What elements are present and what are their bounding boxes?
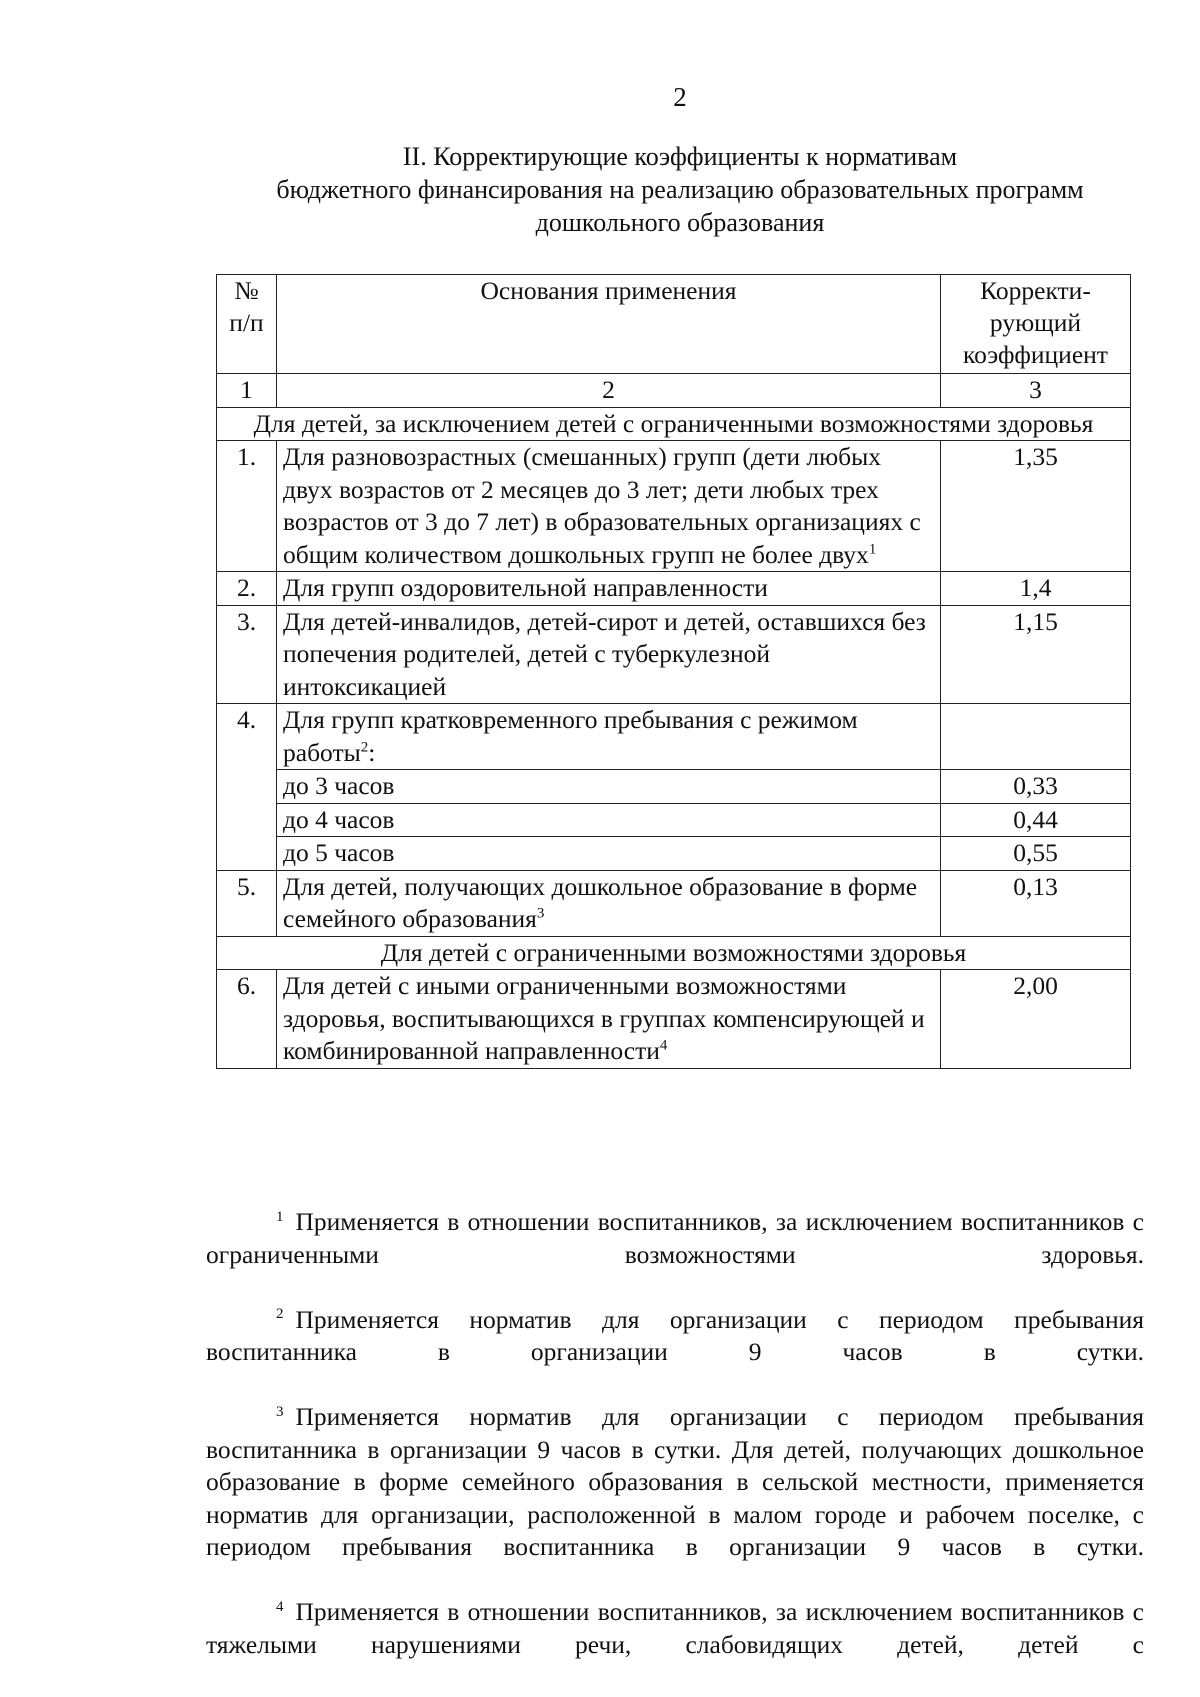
table-row [217,605,1131,704]
table-subrow [217,803,1131,837]
table-row [217,704,1131,770]
row-text: до 4 часов [277,803,941,837]
footnote: $^3$ Применяется норматив для организации с периодом пребывания воспитанника в организации 9 часов в сутки. Для детей, получающих дошкольное образование в форме семейного образования в сельской местности, применяется норматив для организации, расположенной в малом городе и рабочем поселке, с периодом пребывания воспитанника в организации 9 часов в сутки. [206,1402,1144,1561]
header-number: № п/п [217,275,277,374]
row-index: 5. [217,870,277,936]
table-row [217,572,1131,606]
footnote: $^2$ Применяется норматив для организации с периодом пребывания воспитанника в организации 9 часов в сутки. [206,1304,1144,1366]
footnote-mark: 3 [276,1403,284,1420]
row-text: Для детей, получающих дошкольное образование в форме семейного образования$^3$ [277,870,941,936]
row-text: Для групп оздоровительной направленности [277,572,941,606]
footnote-mark: 2 [276,1306,284,1322]
coefficients-table [216,274,1131,1069]
footnote-mark: 1 [276,1208,284,1225]
title-line-1: II. Корректирующие коэффициенты к нормативам [402,142,958,171]
title-line-3: дошкольного образования [535,208,825,237]
row-index: 2. [217,572,277,606]
table-row [217,441,1131,572]
section-heading: Для детей с ограниченными возможностями здоровья [217,936,1131,970]
row-value: 2,00 [941,970,1131,1069]
footnote: $^1$ Применяется в отношении воспитанников, за исключением воспитанников с ограниченными возможностями здоровья. [206,1207,1144,1269]
row-value: 0,55 [941,837,1131,871]
row-index: 6. [217,970,277,1069]
table-row [217,970,1131,1069]
footnote: $^4$ Применяется в отношении воспитанников, за исключением воспитанников с тяжелыми нарушениями речи, слабовидящих детей, детей с [206,1597,1144,1659]
column-number-1: 1 [217,374,277,408]
table-row [217,870,1131,936]
row-value: 0,13 [941,870,1131,936]
footnotes [206,1206,1144,1661]
row-text: Для детей-инвалидов, детей-сирот и детей, оставшихся без попечения родителей, детей с туберкулезной интоксикацией [277,605,941,704]
row-text: Для групп кратковременного пребывания с режимом работы$^2$: [277,704,941,770]
column-numbers-row [217,374,1131,408]
row-value: 0,44 [941,803,1131,837]
page-number: 2 [673,82,687,112]
row-text: Для детей с иными ограниченными возможностями здоровья, воспитывающихся в группах компенсирующей и комбинированной направленности$^4$ [277,970,941,1069]
footnote-ref: 2 [360,739,369,755]
row-index: 3. [217,605,277,704]
row-value: 0,33 [941,770,1131,804]
row-index: 1. [217,441,277,572]
row-text: до 5 часов [277,837,941,871]
footnote-ref: 4 [659,1037,668,1054]
table-subrow [217,837,1131,871]
title-line-2: бюджетного финансирования на реализацию образовательных программ [276,175,1084,204]
row-text: до 3 часов [277,770,941,804]
footnote-ref: 1 [868,541,877,557]
section-row-disabilities [217,936,1131,970]
row-value: 1,35 [941,441,1131,572]
table-subrow [217,770,1131,804]
row-value [941,704,1131,770]
header-coefficient: Корректи-рующий коэффициент [941,275,1131,374]
row-value: 1,15 [941,605,1131,704]
section-row-general [217,407,1131,441]
column-number-2: 2 [277,374,941,408]
row-text: Для разновозрастных (смешанных) групп (дети любых двух возрастов от 2 месяцев до 3 лет; дети любых трех возрастов от 3 до 7 лет) в образовательных организациях с общим количеством дошкольных групп не более двух$^1$ [277,441,941,572]
table-header-row [217,275,1131,374]
section-heading: Для детей, за исключением детей с ограниченными возможностями здоровья [217,407,1131,441]
footnote-ref: 3 [536,905,545,922]
row-index: 4. [217,704,277,871]
column-number-3: 3 [941,374,1131,408]
section-title [130,140,1200,239]
header-basis: Основания применения [277,275,941,374]
row-value: 1,4 [941,572,1131,606]
footnote-mark: 4 [276,1598,284,1615]
